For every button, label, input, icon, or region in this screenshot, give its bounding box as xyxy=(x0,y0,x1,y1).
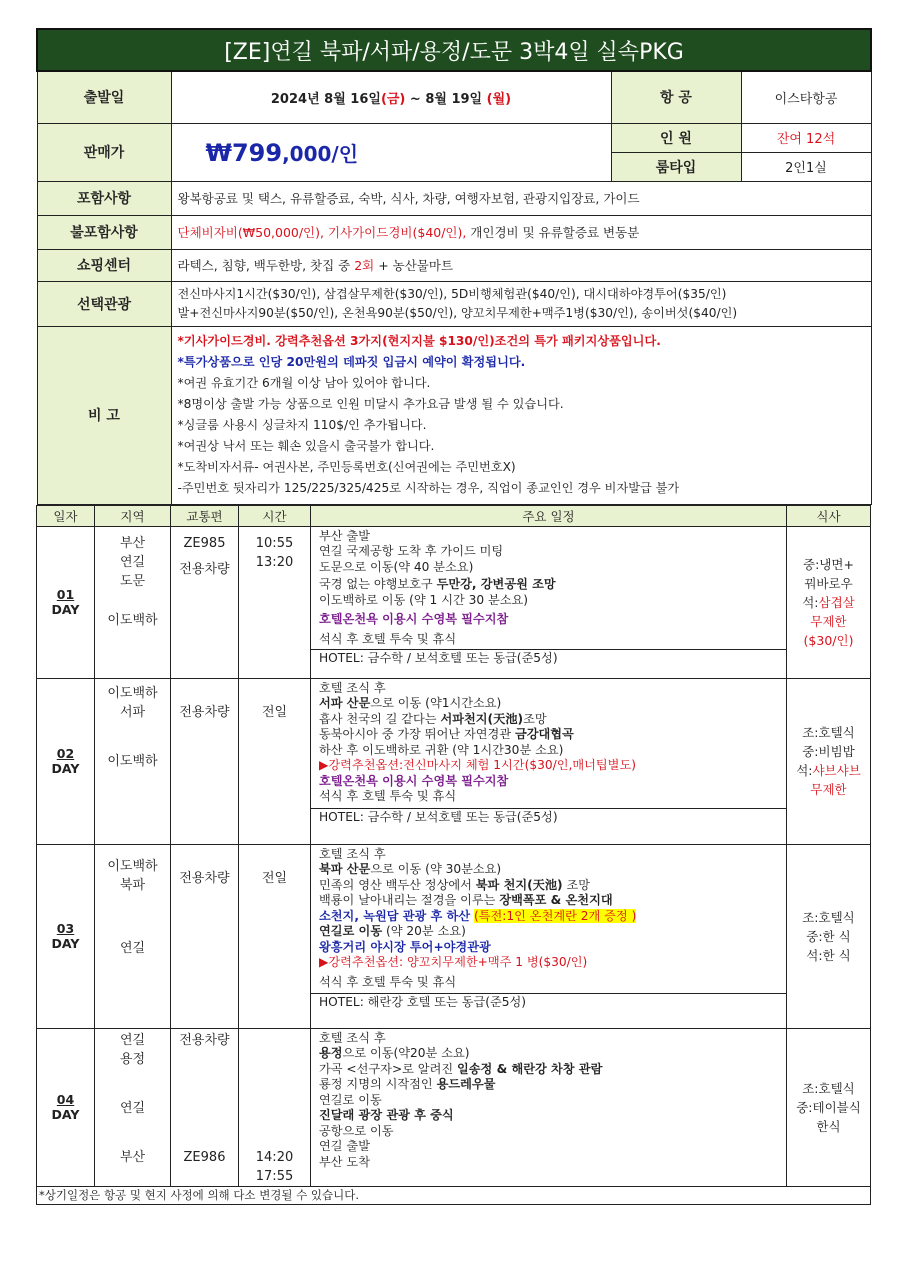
day-3-line-2b: 으로 이동 (약 30분소요) xyxy=(370,862,502,876)
seats-label: 인 원 xyxy=(611,123,741,152)
day-3-region-1: 이도백하 xyxy=(107,858,158,874)
day-3-line-5 xyxy=(311,909,786,925)
departure-label: 출발일 xyxy=(37,71,171,123)
options-line-1: 전신마사지1시간($30/인), 삼겹살무제한($30/인), 5D비행체험관($40/인), 대시대하야경투어($35/인) xyxy=(177,286,727,301)
day-3-line-6b: (약 20분 소요) xyxy=(382,924,466,938)
day-4-region-2: 용정 xyxy=(119,1051,146,1067)
day-2-region-2: 서파 xyxy=(119,704,146,720)
notes-label: 비 고 xyxy=(37,326,171,504)
day-3-meal xyxy=(787,844,871,1028)
day-2-line-3a: 흡사 천국의 길 같다는 xyxy=(319,711,441,726)
day-1-vehicle: 전용차량 xyxy=(179,561,230,577)
day-4-line-3b: 일송정 & 해란강 차창 관람 xyxy=(457,1061,603,1076)
departure-day1: (금) xyxy=(380,91,406,107)
day-2-itinerary xyxy=(311,678,787,844)
day-1-time-1: 10:55 xyxy=(255,535,294,551)
day-3-day-text: DAY xyxy=(51,936,80,951)
day-1-region-4: 이도백하 xyxy=(107,612,158,628)
page-title: [ZE]연길 북파/서파/용정/도문 3박4일 실속PKG xyxy=(37,29,871,71)
day-1-meal-lunch: 중:냉면+ xyxy=(803,556,854,572)
day-4-times xyxy=(239,1028,311,1186)
day-4-time-2: 17:55 xyxy=(255,1168,294,1184)
day-3-regions xyxy=(95,844,171,1028)
day-2-line-3 xyxy=(311,712,786,728)
day-2-region-1: 이도백하 xyxy=(107,685,158,701)
notes-line-4: *8명이상 출발 가능 상품으로 인원 미달시 추가요금 발생 될 수 있습니다. xyxy=(177,397,564,411)
day-3-line-3b: 북파 천지(天池) xyxy=(475,877,563,892)
day-4-line-9: 부산 도착 xyxy=(319,1154,370,1169)
day-2-region-3: 이도백하 xyxy=(107,753,158,769)
day-3-meal-lunch: 중:한 식 xyxy=(806,928,851,944)
day-1-number: 01 xyxy=(56,587,75,602)
included-value: 왕복항공료 및 택스, 유류할증료, 숙박, 식사, 차량, 여행자보험, 관광지입장료, 가이드 xyxy=(171,181,871,215)
day-3-line-7: 왕흥거리 야시장 투어+야경관광 xyxy=(319,939,491,954)
day-4-meal-lunch: 중:테이블식 xyxy=(796,1099,861,1115)
day-4-region-1: 연길 xyxy=(119,1032,146,1048)
day-4-line-3a: 가곡 <선구자>로 알려진 xyxy=(319,1061,458,1076)
day-4-time-1: 14:20 xyxy=(255,1149,294,1165)
day-4-line-7: 공항으로 이동 xyxy=(319,1123,394,1138)
summary-table xyxy=(36,28,872,505)
day-4-line-8: 연길 출발 xyxy=(319,1139,370,1153)
day-3-meal-breakfast: 조:호텔식 xyxy=(802,909,855,925)
shopping-count: 2회 xyxy=(354,258,375,273)
day-1-flight: ZE985 xyxy=(183,535,226,551)
day-1-line-7: 석식 후 호텔 투숙 및 휴식 xyxy=(319,631,457,646)
day-2-label xyxy=(37,678,95,844)
room-type-value: 2인1실 xyxy=(741,152,871,181)
day-3-itinerary xyxy=(311,844,787,1028)
day-4-flight: ZE986 xyxy=(183,1149,226,1165)
day-3-line-4 xyxy=(311,893,786,909)
day-2-line-4 xyxy=(311,727,786,743)
day-2-meal-dinner-item: 샤브샤브 xyxy=(812,763,861,778)
price-label: 판매가 xyxy=(37,123,171,181)
day-2-transport: 전용차량 xyxy=(171,678,239,844)
day-4-number: 04 xyxy=(56,1092,75,1107)
schedule-table xyxy=(36,505,871,1205)
header-itinerary: 주요 일정 xyxy=(311,505,787,526)
excluded-label: 불포함사항 xyxy=(37,215,171,249)
day-1-meal-dinner-2: 무제한 xyxy=(810,613,847,629)
options-label: 선택관광 xyxy=(37,281,171,326)
day-4-meal xyxy=(787,1028,871,1186)
notes-line-7: *도착비자서류- 여권사본, 주민등록번호(신여권에는 주민번호X) xyxy=(177,460,516,474)
footer-note: *상기일정은 항공 및 현지 사정에 의해 다소 변경될 수 있습니다. xyxy=(37,1186,871,1204)
day-3-line-8: ▶강력추천옵션: 양꼬치무제한+맥주 1 병($30/인) xyxy=(319,955,588,969)
day-4-line-5: 연길로 이동 xyxy=(319,1092,382,1107)
day-4-line-4 xyxy=(311,1077,786,1093)
day-2-meal-dinner-label: 석: xyxy=(796,763,813,778)
notes-line-8: -주민번호 뒷자리가 125/225/325/425로 시작하는 경우, 직업이 종교인인 경우 비자발급 불가 xyxy=(177,481,680,495)
airline-label: 항 공 xyxy=(611,71,741,123)
day-2-meal-breakfast: 조:호텔식 xyxy=(802,725,855,740)
options-line-2: 발+전신마사지90분($50/인), 온천욕90분($50/인), 양꼬치무제한+맥주1병($30/인), 송이버섯($40/인) xyxy=(177,305,738,320)
day-4-line-2a: 용정 xyxy=(319,1046,343,1060)
excluded-fees: 단체비자비(₩50,000/인), 기사가이드경비($40/인), xyxy=(177,225,467,240)
day-1-meal xyxy=(787,526,871,678)
schedule-header-row xyxy=(37,505,871,526)
day-3-region-3: 연길 xyxy=(119,940,146,956)
day-2-number: 02 xyxy=(56,746,75,761)
day-2-line-2b: 으로 이동 (약1시간소요) xyxy=(370,696,502,710)
day-2-line-2 xyxy=(311,696,786,712)
day-4-row xyxy=(37,1028,871,1186)
day-1-meal-dinner-label: 석: xyxy=(802,594,819,610)
airline-value: 이스타항공 xyxy=(741,71,871,123)
day-2-line-2a: 서파 산문 xyxy=(319,696,371,710)
package-sheet xyxy=(36,28,870,1205)
day-3-line-2 xyxy=(311,862,786,878)
room-type-label: 룸타입 xyxy=(611,152,741,181)
day-4-label xyxy=(37,1028,95,1186)
day-1-region-2: 연길 xyxy=(119,554,146,570)
price-unit: ,000/인 xyxy=(282,141,359,166)
day-1-label xyxy=(37,526,95,678)
included-label: 포함사항 xyxy=(37,181,171,215)
day-4-vehicle: 전용차량 xyxy=(179,1032,230,1048)
day-2-line-8: 석식 후 호텔 투숙 및 휴식 xyxy=(319,789,457,803)
day-2-meal-lunch: 중:비빔밥 xyxy=(802,744,855,759)
day-3-label xyxy=(37,844,95,1028)
price-main: ₩799 xyxy=(205,138,283,167)
day-1-line-4b: 두만강, 강변공원 조망 xyxy=(436,577,556,591)
day-2-line-3b: 서파천지(天池) xyxy=(440,711,524,726)
header-time: 시간 xyxy=(239,505,311,526)
day-3-line-1: 호텔 조식 후 xyxy=(319,846,386,861)
day-4-meal-breakfast: 조:호텔식 xyxy=(802,1080,855,1096)
day-2-regions xyxy=(95,678,171,844)
day-1-region-3: 도문 xyxy=(119,573,146,589)
day-1-meal-dinner-price: ($30/인) xyxy=(803,632,854,648)
day-2-line-5: 하산 후 이도백하로 귀환 (약 1시간30분 소요) xyxy=(319,742,564,757)
header-day: 일자 xyxy=(37,505,95,526)
day-2-line-3c: 조망 xyxy=(523,711,547,726)
day-4-line-1: 호텔 조식 후 xyxy=(319,1030,386,1045)
day-4-transport xyxy=(171,1028,239,1186)
day-1-time-2: 13:20 xyxy=(255,554,294,570)
day-1-hotel: HOTEL: 금수학 / 보석호텔 또는 동급(준5성) xyxy=(311,649,786,667)
day-4-line-2b: 으로 이동(약20분 소요) xyxy=(342,1046,470,1060)
day-1-times xyxy=(239,526,311,678)
day-2-line-4a: 동북아시아 중 가장 뛰어난 자연경관 xyxy=(319,727,515,741)
notes-value xyxy=(171,326,871,504)
excluded-rest: 개인경비 및 유류할증료 변동분 xyxy=(466,225,640,240)
excluded-value xyxy=(171,215,871,249)
day-2-line-7: 호텔온천욕 이용시 수영복 필수지참 xyxy=(319,773,509,788)
day-1-row xyxy=(37,526,871,678)
day-1-day-text: DAY xyxy=(51,602,80,617)
notes-line-3: *여권 유효기간 6개월 이상 남아 있어야 합니다. xyxy=(177,376,431,390)
notes-line-6: *여권상 낙서 또는 훼손 있을시 출국불가 합니다. xyxy=(177,439,435,453)
day-4-line-2 xyxy=(311,1046,786,1062)
day-1-region-1: 부산 xyxy=(119,535,146,551)
options-value xyxy=(171,281,871,326)
day-3-line-6a: 연길로 이동 xyxy=(319,924,383,938)
notes-line-2: *특가상품으로 인당 20만원의 데파짓 입금시 예약이 확정됩니다. xyxy=(177,355,526,369)
day-3-meal-dinner: 석:한 식 xyxy=(806,947,851,963)
shopping-stores: 라텍스, 침향, 백두한방, 찻집 중 xyxy=(177,258,355,273)
departure-date-start: 2024년 8월 16일 xyxy=(270,91,381,107)
day-1-meal-dinner-item: 삼겹살 xyxy=(818,594,855,610)
day-3-number: 03 xyxy=(56,921,75,936)
day-2-time: 전일 xyxy=(239,678,311,844)
notes-line-5: *싱글룸 사용시 싱글차지 110$/인 추가됩니다. xyxy=(177,418,427,432)
day-4-line-4a: 룡정 지명의 시작점인 xyxy=(319,1077,437,1091)
day-2-meal xyxy=(787,678,871,844)
departure-date-end: ~ 8월 19일 xyxy=(405,91,487,107)
day-3-line-3c: 조망 xyxy=(562,877,591,892)
day-1-line-6: 호텔온천욕 이용시 수영복 필수지참 xyxy=(319,612,509,626)
header-region: 지역 xyxy=(95,505,171,526)
day-1-line-4a: 국경 없는 야행보호구 xyxy=(319,577,437,591)
day-2-day-text: DAY xyxy=(51,761,80,776)
day-3-time: 전일 xyxy=(239,844,311,1028)
day-1-line-2: 연길 국제공항 도착 후 가이드 미팅 xyxy=(319,544,504,558)
header-transport: 교통편 xyxy=(171,505,239,526)
notes-line-1: *기사가이드경비. 강력추천옵션 3가지(현지지불 $130/인)조건의 특가 패키지상품입니다. xyxy=(177,334,661,348)
day-2-line-4b: 금강대협곡 xyxy=(514,727,574,741)
day-4-line-4b: 용드레우물 xyxy=(436,1077,496,1091)
day-1-line-3: 도문으로 이동(약 40 분소요) xyxy=(319,559,474,574)
day-3-transport: 전용차량 xyxy=(171,844,239,1028)
day-4-itinerary xyxy=(311,1028,787,1186)
day-1-meal-lunch-2: 꿔바로우 xyxy=(804,575,853,591)
day-2-meal-dinner xyxy=(787,761,870,780)
day-1-itinerary xyxy=(311,526,787,678)
day-2-hotel: HOTEL: 금수학 / 보석호텔 또는 동급(준5성) xyxy=(311,808,786,826)
seats-value: 잔여 12석 xyxy=(741,123,871,152)
day-1-meal-dinner xyxy=(787,593,870,612)
day-3-line-3 xyxy=(311,878,786,894)
day-3-line-6 xyxy=(311,924,786,940)
departure-date xyxy=(171,71,611,123)
day-4-line-3 xyxy=(311,1062,786,1078)
day-3-line-3a: 민족의 영산 백두산 정상에서 xyxy=(319,877,476,892)
day-3-line-4b: 장백폭포 & 온천지대 xyxy=(499,893,613,907)
day-4-meal-lunch-2: 한식 xyxy=(816,1118,841,1134)
day-3-row xyxy=(37,844,871,1028)
header-meal: 식사 xyxy=(787,505,871,526)
shopping-label: 쇼핑센터 xyxy=(37,249,171,281)
day-3-region-2: 북파 xyxy=(119,877,146,893)
shopping-extra: + 농산물마트 xyxy=(374,258,454,273)
day-2-meal-dinner-2: 무제한 xyxy=(810,782,847,797)
day-4-regions xyxy=(95,1028,171,1186)
day-1-line-1: 부산 출발 xyxy=(319,528,370,543)
day-4-line-6: 진달래 광장 관광 후 중식 xyxy=(319,1108,454,1122)
day-3-hotel: HOTEL: 해란강 호텔 또는 동급(준5성) xyxy=(311,993,786,1011)
day-1-regions xyxy=(95,526,171,678)
day-1-line-5: 이도백하로 이동 (약 1 시간 30 분소요) xyxy=(319,592,529,607)
day-1-line-4 xyxy=(311,577,786,593)
day-2-row xyxy=(37,678,871,844)
day-2-line-6: ▶강력추천옵션:전신마사지 체험 1시간($30/인,매너팁별도) xyxy=(319,758,636,772)
day-4-region-3: 연길 xyxy=(119,1100,146,1116)
day-2-line-1: 호텔 조식 후 xyxy=(319,680,386,695)
shopping-value xyxy=(171,249,871,281)
day-1-transport xyxy=(171,526,239,678)
price-value xyxy=(171,123,611,181)
day-3-line-9: 석식 후 호텔 투숙 및 휴식 xyxy=(319,974,457,989)
day-3-line-5a: 소천지, 녹원담 관광 후 하산 xyxy=(319,908,471,923)
day-3-line-2a: 북파 산문 xyxy=(319,862,371,876)
day-4-region-4: 부산 xyxy=(119,1149,146,1165)
departure-day2: (월) xyxy=(486,91,512,107)
day-3-bonus-highlight: (특전:1인 온천계란 2개 증정 ) xyxy=(473,908,637,923)
day-4-day-text: DAY xyxy=(51,1107,80,1122)
day-3-line-4a: 백룡이 날아내리는 절경을 이루는 xyxy=(319,893,500,907)
